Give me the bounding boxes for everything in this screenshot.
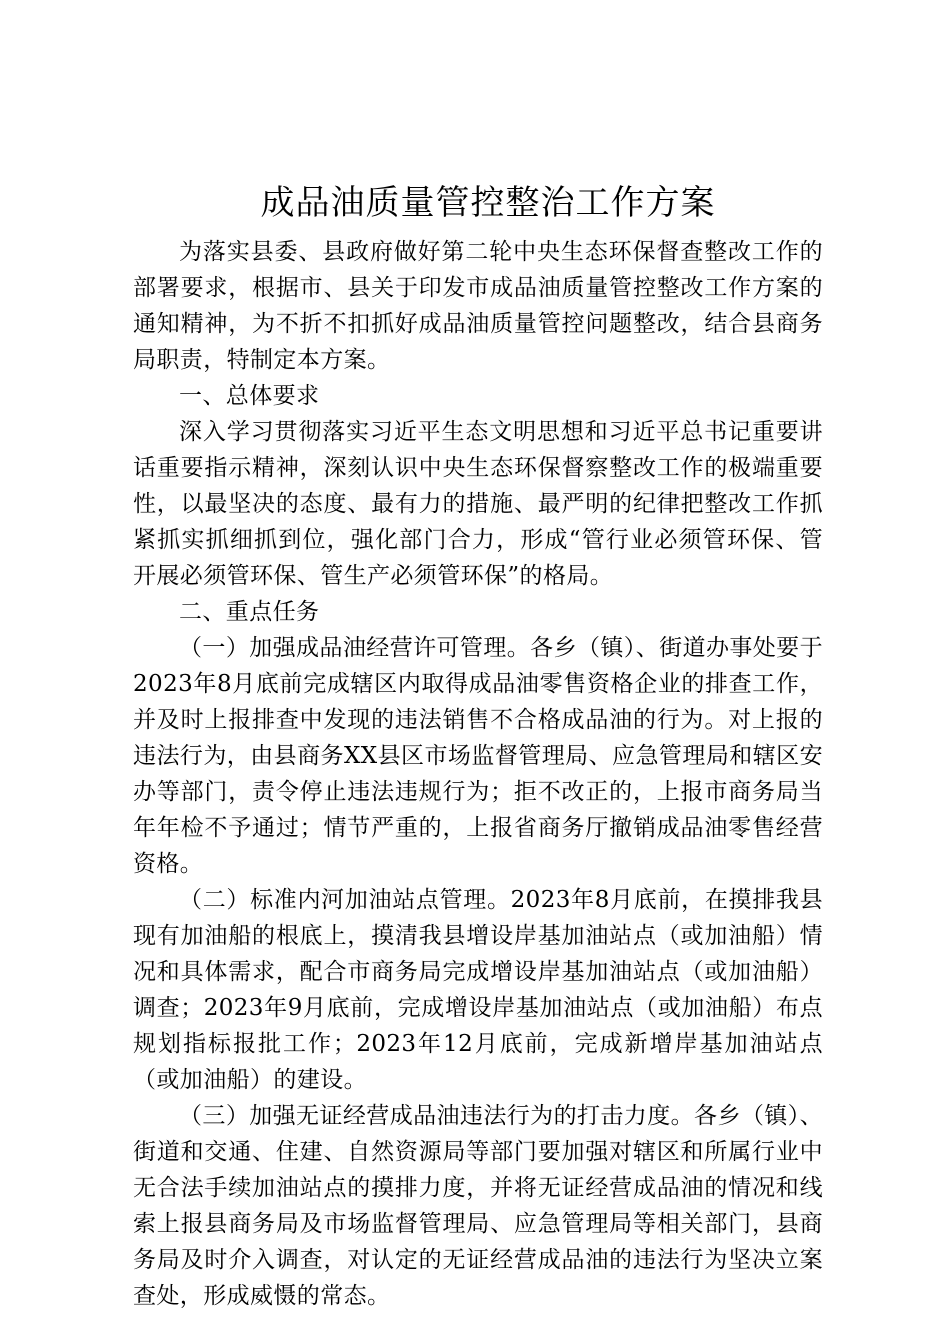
task-2-paragraph: （二）标准内河加油站点管理。2023年8月底前，在摸排我县现有加油船的根底上，摸清我县增设岸基加油站点（或加油船）情况和具体需求，配合市商务局完成增设岸基加油站点（或加油船）调查；2023年9月底前，完成增设岸基加油站点（或加油船）布点规划指标报批工作；2023年12月底前，完成新增岸基加油站点（或加油船）的建设。: [133, 887, 823, 1093]
task-3-paragraph: （三）加强无证经营成品油违法行为的打击力度。各乡（镇）、街道和交通、住建、自然资源局等部门要加强对辖区和所属行业中无合法手续加油站点的摸排力度，并将无证经营成品油的情况和线索上报县商务局及市场监督管理局、应急管理局等相关部门，县商务局及时介入调查，对认定的无证经营成品油的违法行为坚决立案查处，形成威慑的常态。: [133, 1103, 823, 1309]
task-1-paragraph: （一）加强成品油经营许可管理。各乡（镇）、街道办事处要于2023年8月底前完成辖区内取得成品油零售资格企业的排查工作，并及时上报排查中发现的违法销售不合格成品油的行为。对上报的违法行为，由县商务XX县区市场监督管理局、应急管理局和辖区安办等部门，责令停止违法违规行为；拒不改正的，上报市商务局当年年检不予通过；情节严重的，上报省商务厅撤销成品油零售经营资格。: [133, 635, 823, 877]
intro-paragraph: 为落实县委、县政府做好第二轮中央生态环保督查整改工作的部署要求，根据市、县关于印发市成品油质量管控整改工作方案的通知精神，为不折不扣抓好成品油质量管控问题整改，结合县商务局职责，特制定本方案。: [133, 239, 823, 373]
document-page: [133, 178, 823, 1314]
section-2-heading: 二、重点任务: [179, 599, 320, 625]
section-1-heading: 一、总体要求: [179, 383, 320, 409]
section-1-body: 深入学习贯彻落实习近平生态文明思想和习近平总书记重要讲话重要指示精神，深刻认识中央生态环保督察整改工作的极端重要性，以最坚决的态度、最有力的措施、最严明的纪律把整改工作抓紧抓实抓细抓到位，强化部门合力，形成“管行业必须管环保、管开展必须管环保、管生产必须管环保”的格局。: [133, 419, 823, 589]
document-title: 成品油质量管控整治工作方案: [260, 183, 716, 223]
